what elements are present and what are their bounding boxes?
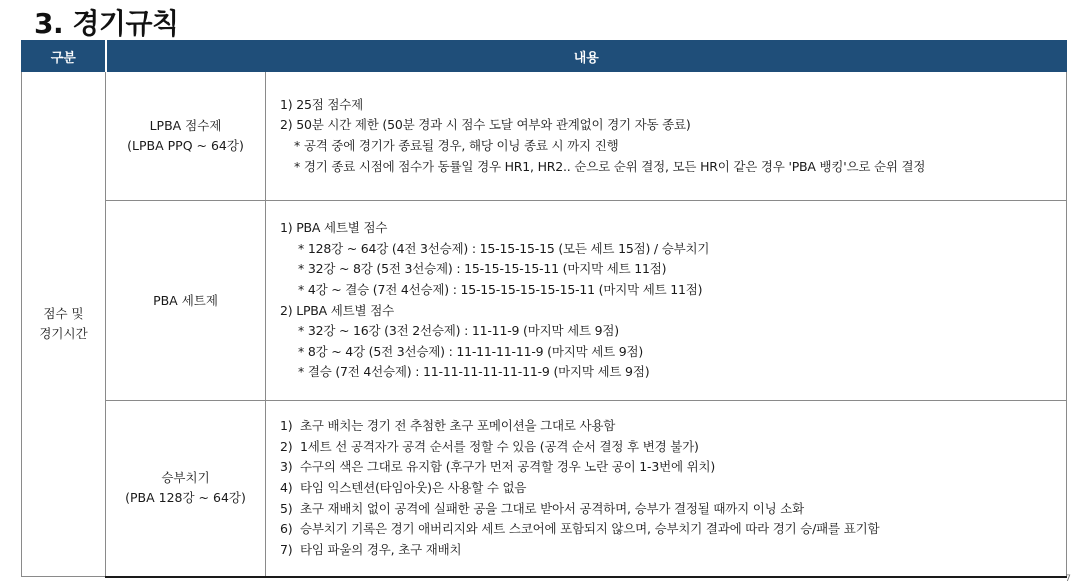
rule-line: 2) 50분 시간 제한 (50분 경과 시 점수 도달 여부와 관계없이 경기 자동 종료) xyxy=(280,117,691,133)
type-sublabel: (PBA 128강 ~ 64강) xyxy=(125,490,246,506)
rule-note: * 8강 ~ 4강 (5전 3선승제) : 11-11-11-11-9 (마지막 세트 9점) xyxy=(298,343,644,359)
rule-line: 1) 초구 배치는 경기 전 추첨한 초구 포메이션을 그대로 사용함 xyxy=(280,418,616,434)
rule-note: * 32강 ~ 16강 (3전 2선승제) : 11-11-9 (마지막 세트 9점) xyxy=(298,323,619,339)
table-row xyxy=(22,72,1067,201)
type-label: LPBA 점수제 xyxy=(149,118,222,133)
category-label-line1: 점수 및 xyxy=(43,306,84,321)
category-label-line2: 경기시간 xyxy=(39,326,88,341)
rule-line: 6) 승부치기 기록은 경기 애버리지와 세트 스코어에 포함되지 않으며, 승부치기 결과에 따라 경기 승/패를 표기함 xyxy=(280,521,880,537)
rule-line: 4) 타임 익스텐션(타임아웃)은 사용할 수 없음 xyxy=(280,479,527,495)
content-cell xyxy=(266,201,1067,401)
rules-table xyxy=(21,40,1067,578)
rule-note: * 결승 (7전 4선승제) : 11-11-11-11-11-11-9 (마지막 세트 9점) xyxy=(298,364,650,380)
type-label: PBA 세트제 xyxy=(153,292,218,308)
type-cell-tiebreak xyxy=(106,401,266,577)
type-cell-lpba-score xyxy=(106,72,266,201)
table-header-row xyxy=(22,41,1067,72)
table-row xyxy=(22,201,1067,401)
rule-note: * 4강 ~ 결승 (7전 4선승제) : 15-15-15-15-15-15-11 (마지막 세트 11점) xyxy=(298,281,703,297)
rule-note: * 32강 ~ 8강 (5전 3선승제) : 15-15-15-15-11 (마지막 세트 11점) xyxy=(298,261,667,277)
page-title: 3. 경기규칙 xyxy=(34,7,179,40)
rule-line: 2) LPBA 세트별 점수 xyxy=(280,302,394,318)
type-cell-pba-set xyxy=(106,201,266,401)
rule-note: * 128강 ~ 64강 (4전 3선승제) : 15-15-15-15 (모든 세트 15점) / 승부치기 xyxy=(298,240,710,256)
rule-note: * 공격 중에 경기가 종료될 경우, 해당 이닝 종료 시 까지 진행 xyxy=(294,138,619,153)
rule-line: 1) PBA 세트별 점수 xyxy=(280,220,388,236)
rule-line: 5) 초구 재배치 없이 공격에 실패한 공을 그대로 받아서 공격하며, 승부가 결정될 때까지 이닝 소화 xyxy=(280,500,805,516)
table-row xyxy=(22,401,1067,577)
rule-line: 7) 타임 파울의 경우, 초구 재배치 xyxy=(280,541,462,557)
rule-line: 2) 1세트 선 공격자가 공격 순서를 정할 수 있음 (공격 순서 결정 후 변경 불가) xyxy=(280,438,699,454)
content-cell xyxy=(266,72,1067,201)
content-cell xyxy=(266,401,1067,577)
category-cell xyxy=(22,72,106,577)
page-number: 7 xyxy=(1065,574,1071,584)
rule-line: 3) 수구의 색은 그대로 유지함 (후구가 먼저 공격할 경우 노란 공이 1-3번에 위치) xyxy=(280,459,716,475)
type-sublabel: (LPBA PPQ ~ 64강) xyxy=(127,138,244,153)
header-category: 구분 xyxy=(22,41,106,72)
header-content: 내용 xyxy=(106,41,1067,72)
rule-line: 1) 25점 점수제 xyxy=(280,96,363,112)
rule-note: * 경기 종료 시점에 점수가 동률일 경우 HR1, HR2.. 순으로 순위 결정, 모든 HR이 같은 경우 'PBA 뱅킹'으로 순위 결정 xyxy=(294,158,926,174)
type-label: 승부치기 xyxy=(161,470,210,486)
